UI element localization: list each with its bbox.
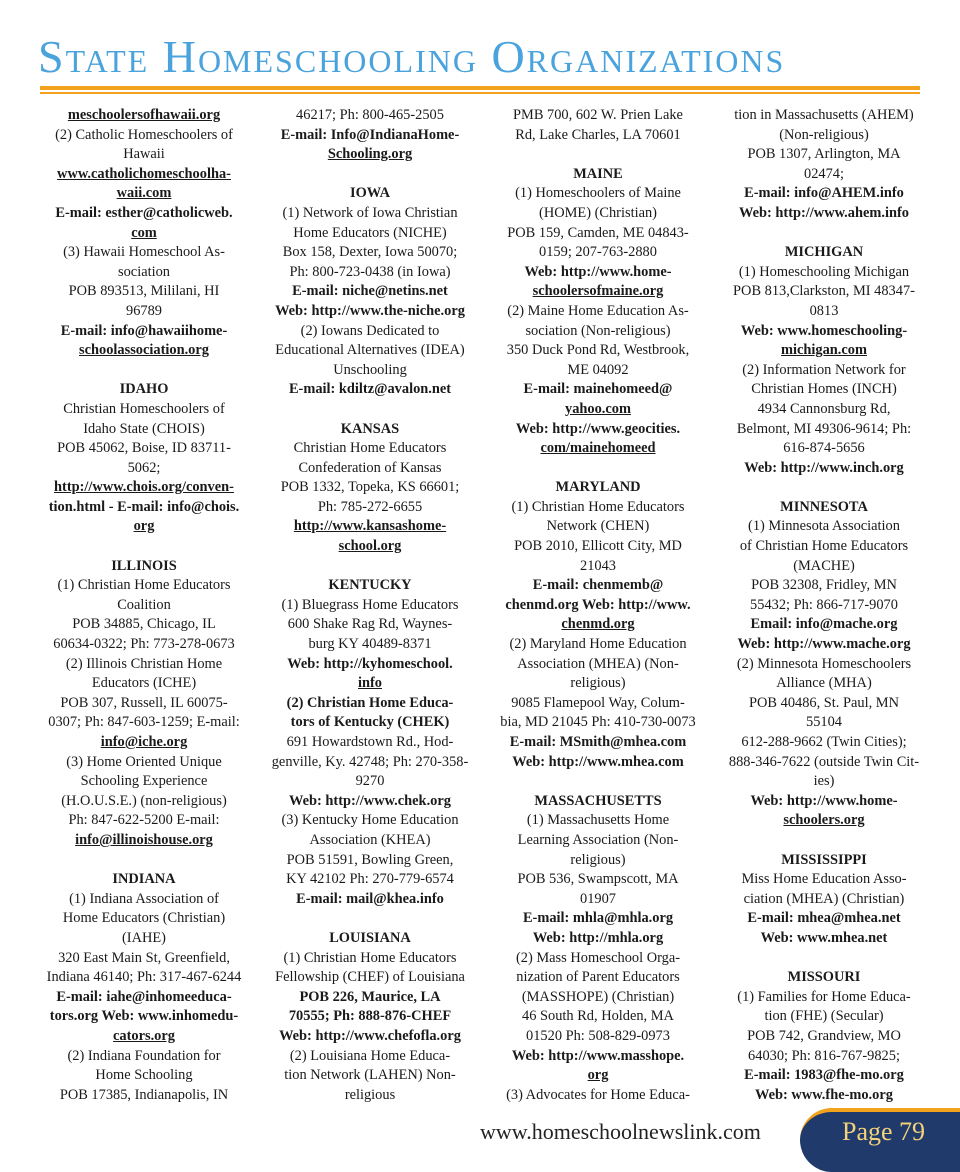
link-text[interactable]: schoolassociation.org bbox=[79, 342, 209, 359]
entry-line: tion in Massachusetts (AHEM) bbox=[734, 107, 914, 123]
entry-line: 64030; Ph: 816-767-9825; bbox=[748, 1047, 900, 1064]
entry-line: 55432; Ph: 866-717-9070 bbox=[750, 596, 898, 613]
state-heading: MISSOURI bbox=[787, 969, 861, 986]
column-2 bbox=[264, 106, 476, 1105]
state-heading: MASSACHUSETTS bbox=[534, 792, 662, 809]
entry-line: 350 Duck Pond Rd, Westbrook, bbox=[506, 342, 690, 359]
entry-line: (2) Maine Home Education As- bbox=[507, 302, 689, 319]
entry-line: (2) Mass Homeschool Orga- bbox=[516, 949, 680, 966]
entry-line: (3) Kentucky Home Education bbox=[281, 812, 459, 829]
entry-line: POB 893513, Mililani, HI bbox=[68, 283, 220, 300]
spacer bbox=[38, 361, 250, 381]
entry-line: 9270 bbox=[355, 773, 385, 790]
entry-line: POB 34885, Chicago, IL bbox=[72, 616, 216, 633]
entry-line: Schooling Experience bbox=[80, 773, 208, 790]
entry-line: 600 Shake Rag Rd, Waynes- bbox=[287, 616, 453, 633]
title-rule-thin bbox=[40, 92, 920, 94]
entry-line: KY 42102 Ph: 270-779-6574 bbox=[286, 871, 454, 888]
entry-line: of Christian Home Educators bbox=[739, 538, 909, 555]
entry-line: 55104 bbox=[806, 714, 842, 731]
entry-line: (2) Maryland Home Education bbox=[509, 636, 687, 653]
entry-line: (1) Homeschooling Michigan bbox=[738, 263, 910, 280]
contact-line: (2) Christian Home Educa- bbox=[286, 694, 454, 711]
entry-line: Box 158, Dexter, Iowa 50070; bbox=[282, 244, 458, 261]
state-heading: KENTUCKY bbox=[328, 577, 412, 594]
link-text[interactable]: michigan.com bbox=[781, 342, 867, 359]
entry-line: (2) Illinois Christian Home bbox=[65, 655, 223, 672]
column-1 bbox=[38, 106, 250, 1105]
spacer bbox=[492, 459, 704, 479]
contact-line: Web: http://www.ahem.info bbox=[739, 204, 909, 221]
contact-line: Web: http://www.geocities. bbox=[515, 420, 681, 437]
entry-line: (2) Indiana Foundation for bbox=[67, 1047, 221, 1064]
entry-line: (3) Hawaii Homeschool As- bbox=[63, 244, 225, 261]
entry-line: nization of Parent Educators bbox=[516, 969, 680, 986]
contact-line: Web: http://kyhomeschool. bbox=[287, 655, 453, 672]
contact-line: Web: http://www.mhea.com bbox=[512, 753, 684, 770]
entry-line: (1) Bluegrass Home Educators bbox=[281, 596, 459, 613]
entry-line: (HOME) (Christian) bbox=[539, 204, 657, 221]
entry-line: 0307; Ph: 847-603-1259; E-mail: bbox=[48, 714, 240, 731]
entry-line: POB 813,Clarkston, MI 48347- bbox=[733, 283, 915, 300]
contact-line: Web: http://www.the-niche.org bbox=[275, 302, 465, 319]
state-heading: KANSAS bbox=[340, 420, 400, 437]
contact-line: E-mail: kdiltz@avalon.net bbox=[288, 381, 452, 398]
link-text[interactable]: info bbox=[358, 675, 382, 692]
spacer bbox=[38, 537, 250, 557]
entry-line: bia, MD 21045 Ph: 410-730-0073 bbox=[500, 714, 696, 731]
spacer bbox=[264, 165, 476, 185]
entry-line: Home Schooling bbox=[95, 1067, 193, 1084]
page-title: State Homeschooling Organizations bbox=[38, 31, 786, 82]
entry-line: POB 159, Camden, ME 04843- bbox=[507, 224, 689, 241]
state-heading: IDAHO bbox=[119, 381, 169, 398]
contact-line: E-mail: chenmemb@ bbox=[532, 577, 664, 594]
contact-line: 70555; Ph: 888-876-CHEF bbox=[288, 1008, 452, 1025]
footer-website[interactable]: www.homeschoolnewslink.com bbox=[480, 1119, 761, 1144]
link-text[interactable]: info@iche.org bbox=[100, 734, 188, 750]
entry-line: 60634-0322; Ph: 773-278-0673 bbox=[53, 636, 235, 653]
contact-line: Web: http://mhla.org bbox=[532, 929, 664, 946]
entry-line: (1) Indiana Association of bbox=[69, 890, 219, 907]
contact-line: Web: http://www.home- bbox=[750, 792, 898, 809]
link-text[interactable]: schoolersofmaine.org bbox=[532, 283, 664, 300]
entry-line: (2) Louisiana Home Educa- bbox=[289, 1047, 451, 1064]
entry-line: POB 2010, Ellicott City, MD bbox=[514, 538, 682, 555]
state-heading: INDIANA bbox=[112, 871, 176, 888]
entry-line: POB 742, Grandview, MO bbox=[747, 1027, 901, 1044]
entry-line: (2) Catholic Homeschoolers of bbox=[55, 126, 233, 143]
entry-line: sociation (Non-religious) bbox=[525, 322, 671, 339]
contact-line: E-mail: mhea@mhea.net bbox=[747, 910, 901, 927]
entry-line: (1) Families for Home Educa- bbox=[737, 988, 911, 1005]
entry-line: 5062; bbox=[127, 459, 161, 476]
contact-line: Web: http://www.home- bbox=[524, 263, 672, 280]
entry-line: Coalition bbox=[117, 596, 171, 613]
entry-line: POB 45062, Boise, ID 83711- bbox=[57, 440, 231, 457]
link-text[interactable]: com bbox=[131, 224, 157, 241]
contact-line: tion.html - E-mail: info@chois. bbox=[48, 498, 240, 515]
contact-line: E-mail: iahe@inhomeeduca- bbox=[56, 988, 232, 1005]
link-text[interactable]: meschoolersofhawaii.org bbox=[67, 107, 221, 123]
state-heading: MAINE bbox=[573, 165, 623, 182]
spacer bbox=[492, 145, 704, 165]
state-heading: IOWA bbox=[350, 185, 390, 202]
spacer bbox=[264, 400, 476, 420]
entry-line: ME 04092 bbox=[567, 361, 629, 378]
entry-line: 21043 bbox=[580, 557, 616, 574]
link-text[interactable]: info@illinoishouse.org bbox=[75, 831, 213, 848]
entry-line: Christian Home Educators bbox=[293, 440, 447, 457]
entry-line: POB 1307, Arlington, MA bbox=[747, 146, 901, 163]
contact-line: Web: www.homeschooling- bbox=[740, 322, 908, 339]
link-text[interactable]: www.catholichomeschoolha- bbox=[57, 165, 231, 182]
column-4 bbox=[718, 106, 930, 1105]
entry-line: Idaho State (CHOIS) bbox=[83, 420, 205, 437]
entry-line: religious bbox=[344, 1086, 396, 1103]
entry-line: Christian Homes (INCH) bbox=[751, 381, 897, 398]
contact-line: Web: http://www.mache.org bbox=[737, 636, 911, 653]
entry-line: 0813 bbox=[809, 302, 839, 319]
contact-line: E-mail: esther@catholicweb. bbox=[55, 204, 233, 221]
contact-line: tors of Kentucky (CHEK) bbox=[290, 714, 450, 731]
entry-line: POB 32308, Fridley, MN bbox=[751, 577, 897, 594]
entry-line: (1) Christian Home Educators bbox=[511, 498, 685, 515]
entry-line: POB 17385, Indianapolis, IN bbox=[59, 1086, 229, 1103]
spacer bbox=[38, 851, 250, 871]
contact-line: E-mail: mail@khea.info bbox=[296, 890, 444, 907]
link-text[interactable]: cators.org bbox=[113, 1027, 175, 1044]
entry-line: (1) Christian Home Educators bbox=[57, 577, 231, 594]
directory-columns bbox=[38, 106, 922, 1106]
entry-line: Indiana 46140; Ph: 317-467-6244 bbox=[46, 969, 242, 986]
entry-line: Association (MHEA) (Non- bbox=[517, 655, 679, 672]
entry-line: 96789 bbox=[126, 302, 162, 319]
entry-line: POB 40486, St. Paul, MN bbox=[749, 694, 899, 711]
contact-line: Web: www.mhea.net bbox=[760, 929, 888, 946]
spacer bbox=[492, 772, 704, 792]
entry-line: (3) Advocates for Home Educa- bbox=[506, 1086, 690, 1103]
contact-line: Web: www.fhe-mo.org bbox=[755, 1086, 893, 1103]
entry-line: 46217; Ph: 800-465-2505 bbox=[296, 107, 444, 123]
spacer bbox=[718, 224, 930, 244]
entry-line: 320 East Main St, Greenfield, bbox=[58, 949, 230, 966]
entry-line: (H.O.U.S.E.) (non-religious) bbox=[61, 792, 227, 809]
title-rule-thick bbox=[40, 86, 920, 90]
entry-line: (Non-religious) bbox=[779, 126, 869, 143]
entry-line: ciation (MHEA) (Christian) bbox=[743, 890, 905, 907]
entry-line: (3) Home Oriented Unique bbox=[66, 753, 222, 770]
spacer bbox=[264, 909, 476, 929]
link-text[interactable]: chenmd.org bbox=[561, 616, 635, 633]
entry-line: 612-288-9662 (Twin Cities); bbox=[741, 734, 907, 750]
entry-line: Fellowship (CHEF) of Louisiana bbox=[275, 969, 465, 986]
spacer bbox=[718, 949, 930, 969]
entry-line: POB 536, Swampscott, MA bbox=[517, 871, 679, 888]
contact-line: POB 226, Maurice, LA bbox=[299, 988, 441, 1005]
contact-line: tors.org Web: www.inhomedu- bbox=[49, 1008, 239, 1025]
link-text[interactable]: waii.com bbox=[116, 185, 172, 202]
state-heading: LOUISIANA bbox=[329, 929, 411, 946]
entry-line: Belmont, MI 49306-9614; Ph: bbox=[736, 420, 912, 437]
entry-line: (1) Massachusetts Home bbox=[526, 812, 670, 829]
entry-line: (2) Minnesota Homeschoolers bbox=[736, 655, 912, 672]
entry-line: POB 1332, Topeka, KS 66601; bbox=[280, 479, 460, 496]
state-heading: ILLINOIS bbox=[111, 557, 177, 574]
link-text[interactable]: school.org bbox=[338, 538, 402, 555]
entry-line: Home Educators (Christian) bbox=[62, 910, 226, 927]
state-heading: MISSISSIPPI bbox=[781, 851, 867, 868]
entry-line: POB 307, Russell, IL 60075- bbox=[60, 694, 228, 711]
contact-line: Web: http://www.inch.org bbox=[744, 459, 904, 476]
contact-line: E-mail: Info@IndianaHome- bbox=[280, 126, 460, 143]
entry-line: 616-874-5656 bbox=[783, 440, 865, 457]
link-text[interactable]: org bbox=[133, 518, 155, 535]
entry-line: ies) bbox=[813, 773, 835, 790]
entry-line: (IAHE) bbox=[122, 929, 166, 946]
entry-line: Ph: 847-622-5200 E-mail: bbox=[68, 812, 220, 829]
entry-line: Network (CHEN) bbox=[546, 518, 650, 535]
entry-line: Christian Homeschoolers of bbox=[63, 400, 225, 417]
link-text[interactable]: com/mainehomeed bbox=[540, 440, 656, 457]
entry-line: Alliance (MHA) bbox=[776, 675, 872, 692]
entry-line: tion (FHE) (Secular) bbox=[764, 1008, 884, 1025]
entry-line: (2) Information Network for bbox=[742, 361, 906, 378]
entry-line: religious) bbox=[570, 851, 626, 868]
column-3 bbox=[492, 106, 704, 1105]
entry-line: 888-346-7622 (outside Twin Cit- bbox=[728, 753, 920, 770]
entry-line: Association (KHEA) bbox=[309, 831, 431, 848]
link-text[interactable]: http://www.kansashome- bbox=[293, 518, 447, 535]
entry-line: Learning Association (Non- bbox=[517, 831, 679, 848]
entry-line: Confederation of Kansas bbox=[298, 459, 442, 476]
contact-line: E-mail: 1983@fhe-mo.org bbox=[744, 1067, 904, 1084]
entry-line: genville, Ky. 42748; Ph: 270-358- bbox=[271, 753, 469, 770]
entry-line: Hawaii bbox=[123, 146, 165, 163]
link-text[interactable]: yahoo.com bbox=[565, 400, 631, 417]
entry-line: Educators (ICHE) bbox=[91, 675, 197, 692]
entry-line: 691 Howardstown Rd., Hod- bbox=[286, 734, 454, 750]
link-text[interactable]: Schooling.org bbox=[327, 146, 413, 163]
contact-line: E-mail: niche@netins.net bbox=[292, 283, 448, 300]
state-heading: MICHIGAN bbox=[784, 244, 864, 261]
entry-line: religious) bbox=[570, 675, 626, 692]
contact-line: E-mail: info@hawaiihome- bbox=[60, 322, 228, 339]
entry-line: burg KY 40489-8371 bbox=[308, 636, 432, 653]
entry-line: tion Network (LAHEN) Non- bbox=[284, 1067, 456, 1084]
spacer bbox=[718, 831, 930, 851]
entry-line: Ph: 800-723-0438 (in Iowa) bbox=[289, 263, 451, 280]
entry-line: Rd, Lake Charles, LA 70601 bbox=[515, 126, 681, 143]
entry-line: 0159; 207-763-2880 bbox=[539, 244, 657, 261]
spacer bbox=[718, 478, 930, 498]
link-text[interactable]: schoolers.org bbox=[783, 812, 865, 829]
contact-line: E-mail: MSmith@mhea.com bbox=[509, 734, 687, 750]
entry-line: 01907 bbox=[580, 890, 616, 907]
entry-line: Unschooling bbox=[333, 361, 407, 378]
entry-line: sociation bbox=[118, 263, 170, 280]
entry-line: 01520 Ph: 508-829-0973 bbox=[526, 1027, 670, 1044]
entry-line: (1) Network of Iowa Christian bbox=[282, 204, 458, 221]
entry-line: (1) Homeschoolers of Maine bbox=[515, 185, 681, 202]
contact-line: chenmd.org Web: http://www. bbox=[505, 596, 691, 613]
link-text[interactable]: http://www.chois.org/conven- bbox=[54, 479, 234, 496]
entry-line: PMB 700, 602 W. Prien Lake bbox=[513, 107, 683, 123]
entry-line: Miss Home Education Asso- bbox=[741, 871, 907, 888]
entry-line: POB 51591, Bowling Green, bbox=[286, 851, 454, 868]
entry-line: Educational Alternatives (IDEA) bbox=[275, 342, 465, 359]
entry-line: (1) Christian Home Educators bbox=[283, 949, 457, 966]
contact-line: E-mail: info@AHEM.info bbox=[744, 185, 904, 202]
entry-line: (MASSHOPE) (Christian) bbox=[521, 988, 675, 1005]
contact-line: Web: http://www.chek.org bbox=[289, 792, 451, 809]
entry-line: Home Educators (NICHE) bbox=[293, 224, 447, 241]
entry-line: 46 South Rd, Holden, MA bbox=[522, 1008, 674, 1025]
entry-line: (1) Minnesota Association bbox=[748, 518, 900, 535]
contact-line: E-mail: mainehomeed@ bbox=[523, 381, 673, 398]
entry-line: 9085 Flamepool Way, Colum- bbox=[511, 694, 685, 711]
entry-line: Ph: 785-272-6655 bbox=[317, 498, 423, 515]
page-number: Page 79 bbox=[842, 1117, 926, 1146]
state-heading: MINNESOTA bbox=[780, 498, 868, 515]
contact-line: E-mail: mhla@mhla.org bbox=[522, 910, 674, 927]
state-heading: MARYLAND bbox=[555, 479, 641, 496]
contact-line: Email: info@mache.org bbox=[750, 616, 898, 633]
contact-line: Web: http://www.chefofla.org bbox=[279, 1027, 461, 1044]
spacer bbox=[264, 557, 476, 577]
entry-line: 02474; bbox=[804, 165, 844, 182]
entry-line: (2) Iowans Dedicated to bbox=[300, 322, 440, 339]
entry-line: 4934 Cannonsburg Rd, bbox=[757, 400, 891, 417]
link-text[interactable]: org bbox=[587, 1067, 609, 1084]
entry-line: (MACHE) bbox=[793, 557, 855, 574]
contact-line: Web: http://www.masshope. bbox=[511, 1047, 685, 1064]
